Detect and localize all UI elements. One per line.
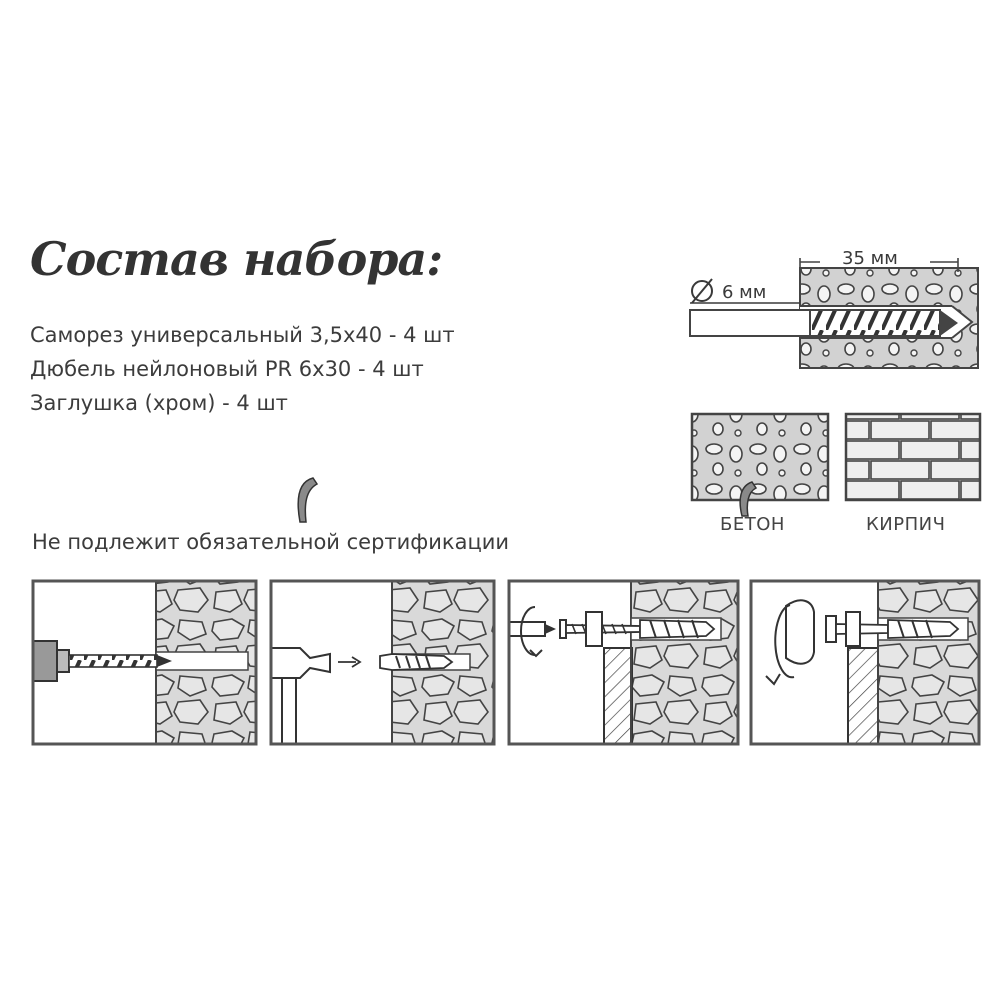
step-drill-hole <box>33 581 256 744</box>
kit-item-screw: Саморез универсальный 3,5x40 - 4 шт <box>30 323 455 347</box>
drill-depth-diagram <box>690 248 978 368</box>
step-hammer-dowel <box>271 581 494 744</box>
hook-icon <box>298 478 317 522</box>
certification-note: Не подлежит обязательной сертификации <box>32 530 510 554</box>
step-screw-in <box>509 581 738 744</box>
wall-type-brick-label: КИРПИЧ <box>866 514 946 535</box>
step-attach-cap <box>751 581 979 744</box>
depth-label: 35 мм <box>842 248 898 269</box>
concrete-sample <box>692 414 828 500</box>
brick-sample <box>846 414 980 500</box>
diameter-label: 6 мм <box>722 282 767 303</box>
kit-item-cap: Заглушка (хром) - 4 шт <box>30 391 288 415</box>
kit-heading: Состав набора: <box>30 232 443 286</box>
wall-type-concrete-label: БЕТОН <box>720 514 785 535</box>
kit-item-dowel: Дюбель нейлоновый PR 6x30 - 4 шт <box>30 357 424 381</box>
